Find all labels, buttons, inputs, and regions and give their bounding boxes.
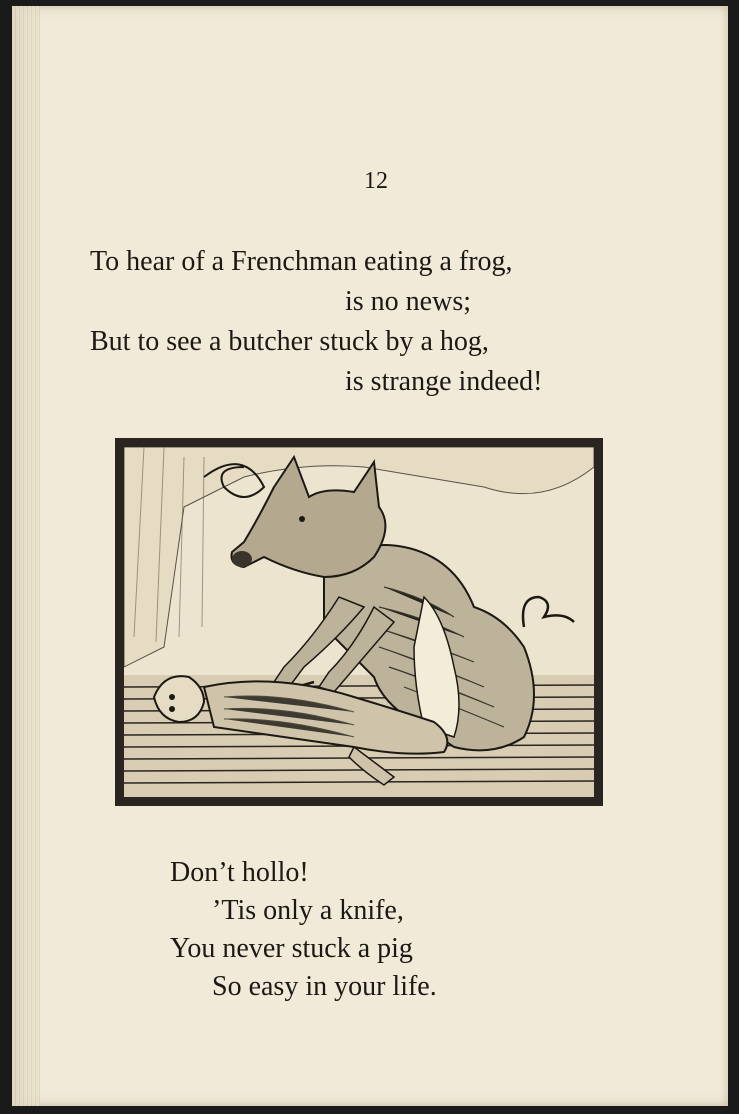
verse-line: But to see a butcher stuck by a hog,	[90, 326, 489, 357]
page-number: 12	[364, 168, 388, 194]
woodcut-image	[124, 447, 594, 797]
verse-line: You never stuck a pig	[170, 933, 413, 964]
verse-line: is no news;	[345, 286, 471, 317]
verse-line: is strange indeed!	[345, 366, 543, 397]
verse-line: So easy in your life.	[212, 971, 437, 1002]
book-page	[12, 6, 728, 1106]
top-verse	[90, 242, 690, 402]
verse-line: ’Tis only a knife,	[212, 895, 404, 926]
verse-line: To hear of a Frenchman eating a frog,	[90, 246, 513, 277]
woodcut-illustration	[115, 438, 603, 806]
bottom-verse	[170, 854, 590, 1006]
verse-line: Don’t hollo!	[170, 857, 309, 888]
